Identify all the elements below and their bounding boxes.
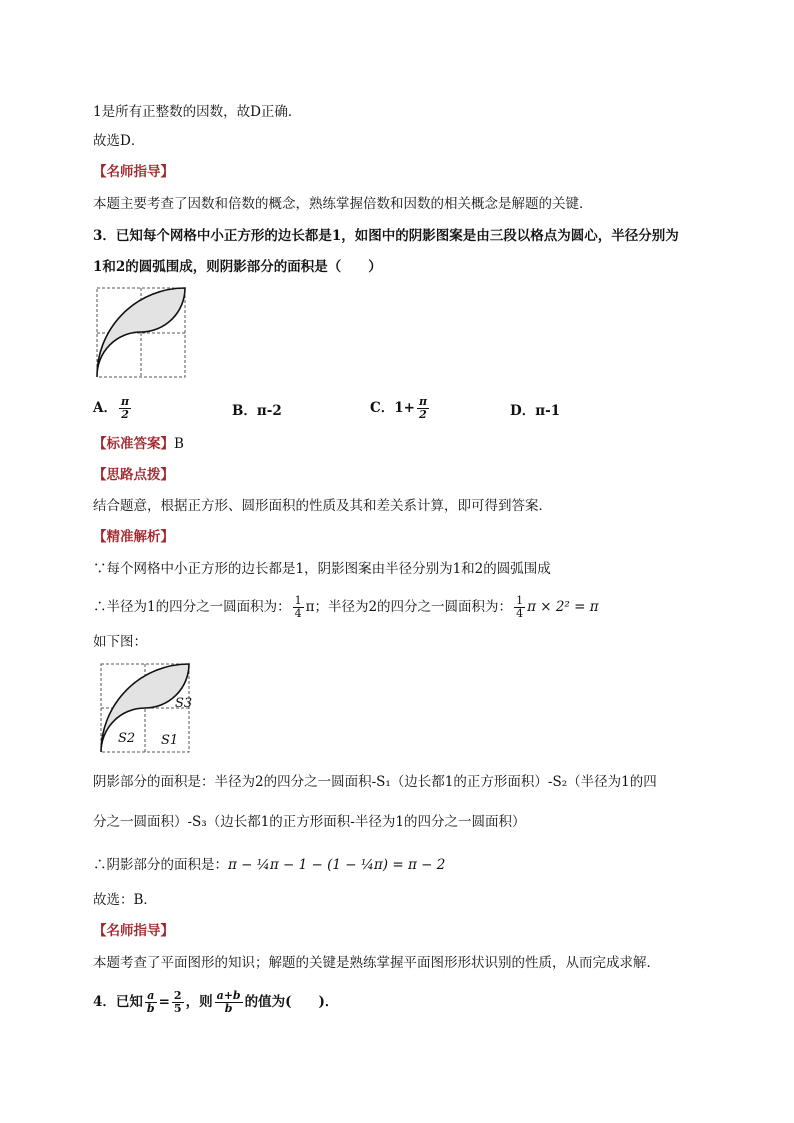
q3-tip-text: 本题考查了平面图形的知识；解题的关键是熟练掌握平面图形形状识别的性质，从而完成求解． xyxy=(93,955,660,971)
q3-figure xyxy=(94,285,190,381)
q3-stem-line1: 3．已知每个网格中小正方形的边长都是1，如图中的阴影图案是由三段以格点为圆心，半径分别为 xyxy=(93,228,679,244)
option-c: C．1+ $\frac{\pi}{2}$ xyxy=(370,395,428,421)
analysis-choice: 故选：B． xyxy=(93,892,157,908)
area-formula: π − ¼π − 1 − (1 − ¼π) = π − 2 xyxy=(228,857,446,873)
analysis-line5: 分之一圆面积）-S₃（边长都1的正方形面积-半径为1的四分之一圆面积） xyxy=(93,814,526,830)
idea-tag: 【思路点拨】 xyxy=(93,467,174,483)
answer-value: B xyxy=(174,436,184,452)
q3-tip-tag: 【名师指导】 xyxy=(93,923,174,939)
idea-text: 结合题意，根据正方形、圆形面积的性质及其和差关系计算，即可得到答案． xyxy=(93,498,552,514)
label-s2: S2 xyxy=(118,731,136,746)
analysis-line6: ∴阴影部分的面积是：π − ¼π − 1 − (1 − ¼π) = π − 2 xyxy=(93,857,446,873)
answer-row xyxy=(93,435,184,453)
q3-stem-line2: 1和2的圆弧围成，则阴影部分的面积是（ ） xyxy=(93,259,382,275)
prev-tip-text: 本题主要考查了因数和倍数的概念，熟练掌握倍数和因数的相关概念是解题的关键． xyxy=(93,196,593,212)
analysis-line4: 阴影部分的面积是：半径为2的四分之一圆面积-S₁（边长都1的正方形面积）-S₂（半径为1的四 xyxy=(93,774,657,790)
label-s1: S1 xyxy=(161,733,179,748)
analysis-tag: 【精准解析】 xyxy=(93,529,174,545)
q4-stem: 4．已知 $\frac{a}{b}$ = $\frac{2}{5}$ ，则 $\frac{a+b}{b}$ 的值为( )． xyxy=(93,989,339,1015)
option-b: B．π-2 xyxy=(232,403,282,419)
prev-choice: 故选D． xyxy=(93,133,145,149)
analysis-line1: ∵每个网格中小正方形的边长都是1，阴影图案由半径分别为1和2的圆弧围成 xyxy=(93,561,551,577)
q3-solution-figure xyxy=(97,660,193,756)
option-d: D．π-1 xyxy=(510,403,561,419)
analysis-line2: ∴半径为1的四分之一圆面积为： $\frac{1}{4}$ π；半径为2的四分之一圆面积为： $\frac{1}{4}$ π × 2² = π xyxy=(93,594,599,620)
prev-conclusion: 1是所有正整数的因数，故D正确． xyxy=(93,104,302,120)
label-s3: S3 xyxy=(175,696,193,711)
option-a: A． $\frac{\pi}{2}$ xyxy=(93,395,130,421)
answer-tag: 【标准答案】 xyxy=(93,436,174,452)
prev-tip-tag: 【名师指导】 xyxy=(93,164,174,180)
analysis-line3: 如下图： xyxy=(93,634,147,650)
